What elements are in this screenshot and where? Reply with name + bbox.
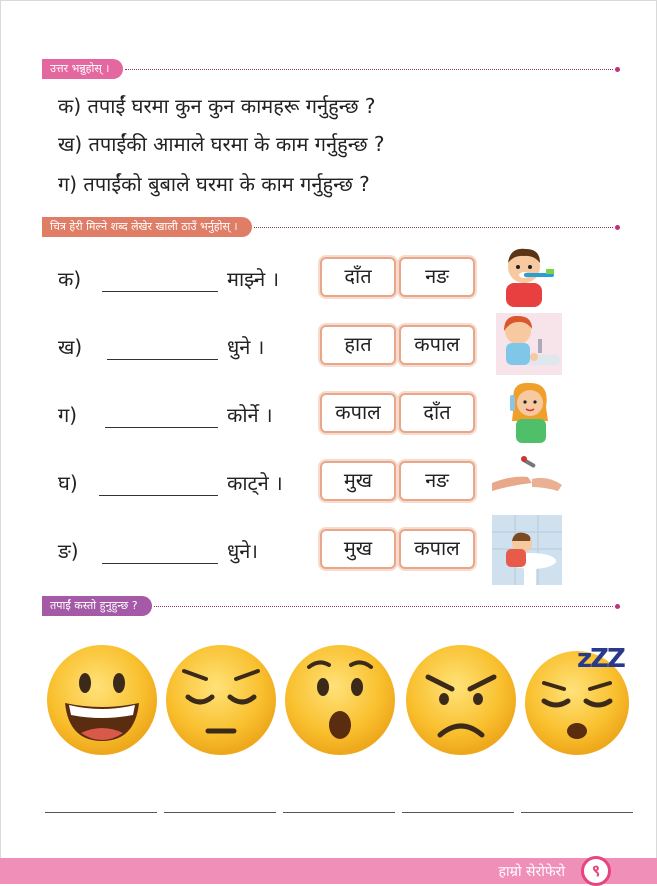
answer-line[interactable] xyxy=(45,812,157,813)
divider-dot xyxy=(615,67,620,72)
grinning-face-icon[interactable] xyxy=(45,643,159,757)
option-word[interactable]: कपाल xyxy=(399,529,475,569)
row-label: ङ) xyxy=(58,539,79,563)
option-word[interactable]: नङ xyxy=(399,257,475,297)
question-2: ख) तपाईंकी आमाले घरमा के काम गर्नुहुन्छ ? xyxy=(58,132,385,156)
section3-header xyxy=(42,596,620,616)
row-verb: धुने। xyxy=(227,539,258,563)
divider xyxy=(254,227,613,228)
section3-title: तपाईं कस्तो हुनुहुन्छ ? xyxy=(42,596,152,616)
fill-row-1 xyxy=(0,255,657,305)
answer-blank[interactable] xyxy=(102,291,218,292)
option-word[interactable]: मुख xyxy=(320,461,396,501)
fill-row-5 xyxy=(0,527,657,577)
answer-blank[interactable] xyxy=(107,359,218,360)
option-word[interactable]: कपाल xyxy=(320,393,396,433)
footer-bar xyxy=(0,858,657,884)
divider-dot xyxy=(615,225,620,230)
boy-washing-face-icon xyxy=(492,515,562,585)
section2-header xyxy=(42,217,620,237)
option-word[interactable]: कपाल xyxy=(399,325,475,365)
answer-blank[interactable] xyxy=(105,427,218,428)
girl-washing-hands-icon xyxy=(496,313,562,375)
row-label: ख) xyxy=(58,335,83,359)
sad-face-icon[interactable] xyxy=(164,643,278,757)
fill-row-4 xyxy=(0,459,657,509)
option-word[interactable]: नङ xyxy=(399,461,475,501)
answer-blank[interactable] xyxy=(102,563,218,564)
row-label: क) xyxy=(58,267,82,291)
zzz-icon: zZZ xyxy=(577,644,624,674)
angry-face-icon[interactable] xyxy=(404,643,518,757)
fill-row-2 xyxy=(0,323,657,373)
question-3: ग) तपाईंको बुबाले घरमा के काम गर्नुहुन्छ ? xyxy=(58,172,370,196)
row-label: ग) xyxy=(58,403,78,427)
answer-line[interactable] xyxy=(283,812,395,813)
surprised-face-icon[interactable] xyxy=(283,643,397,757)
row-verb: कोर्ने । xyxy=(227,403,273,427)
row-verb: धुने । xyxy=(227,335,265,359)
row-verb: काट्ने । xyxy=(227,471,283,495)
row-label: घ) xyxy=(58,471,78,495)
answer-line[interactable] xyxy=(402,812,514,813)
cutting-nails-icon xyxy=(492,449,564,511)
answer-line[interactable] xyxy=(521,812,633,813)
section2-title: चित्र हेरी मिल्ने शब्द लेखेर खाली ठाउँ भर्नुहोस् । xyxy=(42,217,252,237)
section1-title: उत्तर भन्नुहोस् । xyxy=(42,59,123,79)
boy-brushing-teeth-icon xyxy=(496,245,562,307)
question-1: क) तपाईं घरमा कुन कुन कामहरू गर्नुहुन्छ ? xyxy=(58,94,376,118)
page-number: ९ xyxy=(581,856,611,886)
answer-line[interactable] xyxy=(164,812,276,813)
fill-row-3 xyxy=(0,391,657,441)
row-verb: माझ्ने । xyxy=(227,267,280,291)
option-word[interactable]: हात xyxy=(320,325,396,365)
option-word[interactable]: मुख xyxy=(320,529,396,569)
option-word[interactable]: दाँत xyxy=(320,257,396,297)
book-title: हाम्रो सेरोफेरो xyxy=(498,864,565,880)
option-word[interactable]: दाँत xyxy=(399,393,475,433)
section1-header xyxy=(42,59,620,79)
divider-dot xyxy=(615,604,620,609)
divider xyxy=(154,606,613,607)
answer-blank[interactable] xyxy=(99,495,218,496)
girl-combing-hair-icon xyxy=(500,381,566,443)
divider xyxy=(125,69,613,70)
